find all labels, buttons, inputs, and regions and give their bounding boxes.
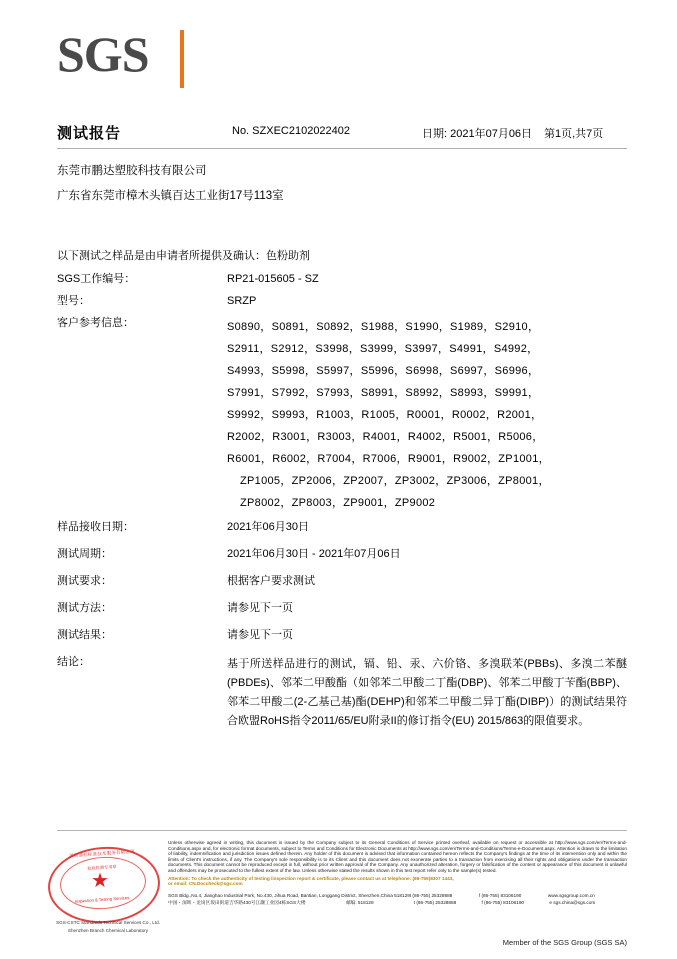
header-divider [57,148,627,149]
reference-line: R2002，R3001，R3003，R4001，R4002，R5001，R5006， [227,431,544,443]
legal-attention-email: or email: CN.Doccheck@sgs.com [168,881,243,887]
field-value: 请参见下一页 [227,629,293,641]
reference-line: S0890，S0891，S0892，S1988，S1990，S1989，S2910， [227,321,540,333]
report-fields [57,272,627,521]
footer-fax-cn: f (86-755) 83106190 [481,899,525,905]
footer-phone-cn: t (86-755) 25328888 [413,899,457,905]
footer-zip: 邮编: 518129 [345,899,374,905]
field-row [57,628,627,643]
field-label: 测试周期： [57,548,112,560]
field-label: 测试结果： [57,629,112,641]
field-value: 2021年06月30日 - 2021年07月06日 [227,548,401,560]
page-count: 第1页,共7页 [544,128,604,140]
footer-email[interactable]: e sgs.china@sgs.com [549,899,596,905]
reference-line: S7991，S7992，S7993，S8991，S8992，S8993，S9991， [227,387,540,399]
legal-attention: Attention: To check the authenticity of testing /inspection report & certificate, please contact us at telephone: (86-755)8307 1443, [168,875,454,881]
sample-statement: 以下测试之样品是由申请者所提供及确认：色粉助剂 [57,250,310,262]
company-seal-stamp [44,845,164,933]
conclusion-text: 基于所送样品进行的测试，镉、铅、汞、六价铬、多溴联苯(PBBs)、多溴二苯醚(PBDEs)、邻苯二甲酸酯（如邻苯二甲酸二丁酯(DBP)、邻苯二甲酸丁苄酯(BBP)、邻苯二甲酸二(2-乙基己基)酯(DEHP)和邻苯二甲酸二异丁酯(DIBP)）的测试结果符合欧盟RoHS指令2011/65/EU附录II的修订指令(EU) 2015/863的限值要求。 [227,658,627,727]
page-title: 测试报告 [57,125,122,142]
field-label: 测试要求： [57,575,112,587]
sgs-logo [57,28,197,88]
seal-mid-text: 检验检测专用章 [87,863,117,872]
report-header [57,122,627,144]
field-row [57,547,627,562]
conclusion-row [57,655,627,731]
conclusion-label: 结论： [57,656,90,668]
field-row [57,272,627,287]
seal-bottom-text: Inspection & Testing Services [74,895,130,904]
field-row [57,520,627,535]
field-value: 根据客户要求测试 [227,575,315,587]
reference-line: S4993，S5998，S5997，S5996，S6998，S6997，S6996， [227,365,540,377]
seal-caption-line1: SGS-CSTC Standards Technical Services Co., Ltd. [56,920,160,925]
footer-website[interactable]: www.sgsgroup.com.cn [547,893,595,898]
field-value: 2021年06月30日 [227,521,309,533]
seal-top-text: 深圳通标标准技术服务有限公司 [69,848,135,859]
footer-address-en: SGS Bldg.,No.4, Jianghao Industrial Park, No.430, Jihua Road, Bantian, Longgang District, Shenzhen,China 518129 [168,893,410,898]
reference-line: R6001，R6002，R7004，R7006，R9001，R9002，ZP1001， [227,453,550,465]
field-value: 请参见下一页 [227,602,293,614]
legal-paragraph: Unless otherwise agreed in writing, this document is issued by the Company subject to its General Conditions of Service printed overleaf, available on request or accessible at http://www.sgs.com/en/Terms-and-Conditions.aspx and, for electronic format documents, subject to Terms and Conditions for Electronic Documents at http://www.sgs.com/en/Terms-and-Conditions/Terms-e-Document.aspx. Attention is drawn to the limitation of liability, indemnification and jurisdiction issues defined therein. Any holder of this document is advised that information contained hereon reflects the Company's findings at the time of its intervention only and within the limits of Client's instructions, if any. The Company's sole responsibility is to its Client and this document does not exonerate parties to a transaction from exercising all their rights and obligations under the transaction documents. This document cannot be reproduced except in full, without prior written approval of the Company. Any unauthorized alteration, forgery or falsification of the content or appearance of this document is unlawful and offenders may be prosecuted to the fullest extent of the law. Unless otherwise stated the results shown in this test report refer only to the sample(s) tested. [168,840,627,873]
report-date: 日期: 2021年07月06日 [422,128,533,140]
client-reference-row [57,316,627,514]
client-reference-values [227,316,627,514]
seal-caption-line2: Shenzhen Branch Chemical Laboratory [67,928,149,933]
sgs-logo-text: SGS [57,26,149,82]
member-of-group-line: Member of the SGS Group (SGS SA) [502,938,627,947]
footer-fax-en: f (86-755) 83106190 [478,893,522,898]
field-label: SGS工作编号： [57,273,136,285]
field-row [57,601,627,616]
star-icon: ★ [91,870,109,892]
report-fields-secondary [57,520,627,743]
field-label: 型号： [57,295,90,307]
footer-divider [57,830,627,831]
field-value: SRZP [227,295,257,307]
client-reference-label: 客户参考信息： [57,317,134,329]
footer-address-row [168,900,627,907]
footer-address-block [168,893,627,906]
footer-phone-en: t (86-755) 25328888 [409,893,453,898]
reference-line: ZP8002，ZP8003，ZP9001，ZP9002 [240,497,436,509]
client-name: 东莞市鹏达塑胶科技有限公司 [57,165,207,177]
field-row [57,294,627,309]
reference-line: ZP1005，ZP2006，ZP2007，ZP3002，ZP3006，ZP8001， [240,475,550,487]
field-label: 测试方法： [57,602,112,614]
footer-address-cn: 中国・深圳・龙岗区坂田街道吉华路430号江灏工业园4栋SGS大楼 [168,899,306,905]
field-label: 样品接收日期： [57,521,134,533]
footer-address-row [168,893,627,900]
sgs-logo-accent-bar [180,30,184,88]
field-value: RP21-015605 - SZ [227,273,319,285]
report-number: No. SZXEC2102022402 [232,125,351,137]
client-address: 广东省东莞市樟木头镇百达工业街17号113室 [57,190,284,202]
reference-line: S9992，S9993，R1003，R1005，R0001，R0002，R2001， [227,409,543,421]
field-row [57,574,627,589]
reference-line: S2911，S2912，S3998，S3999，S3997，S4991，S4992， [227,343,539,355]
legal-disclaimer [168,840,627,887]
